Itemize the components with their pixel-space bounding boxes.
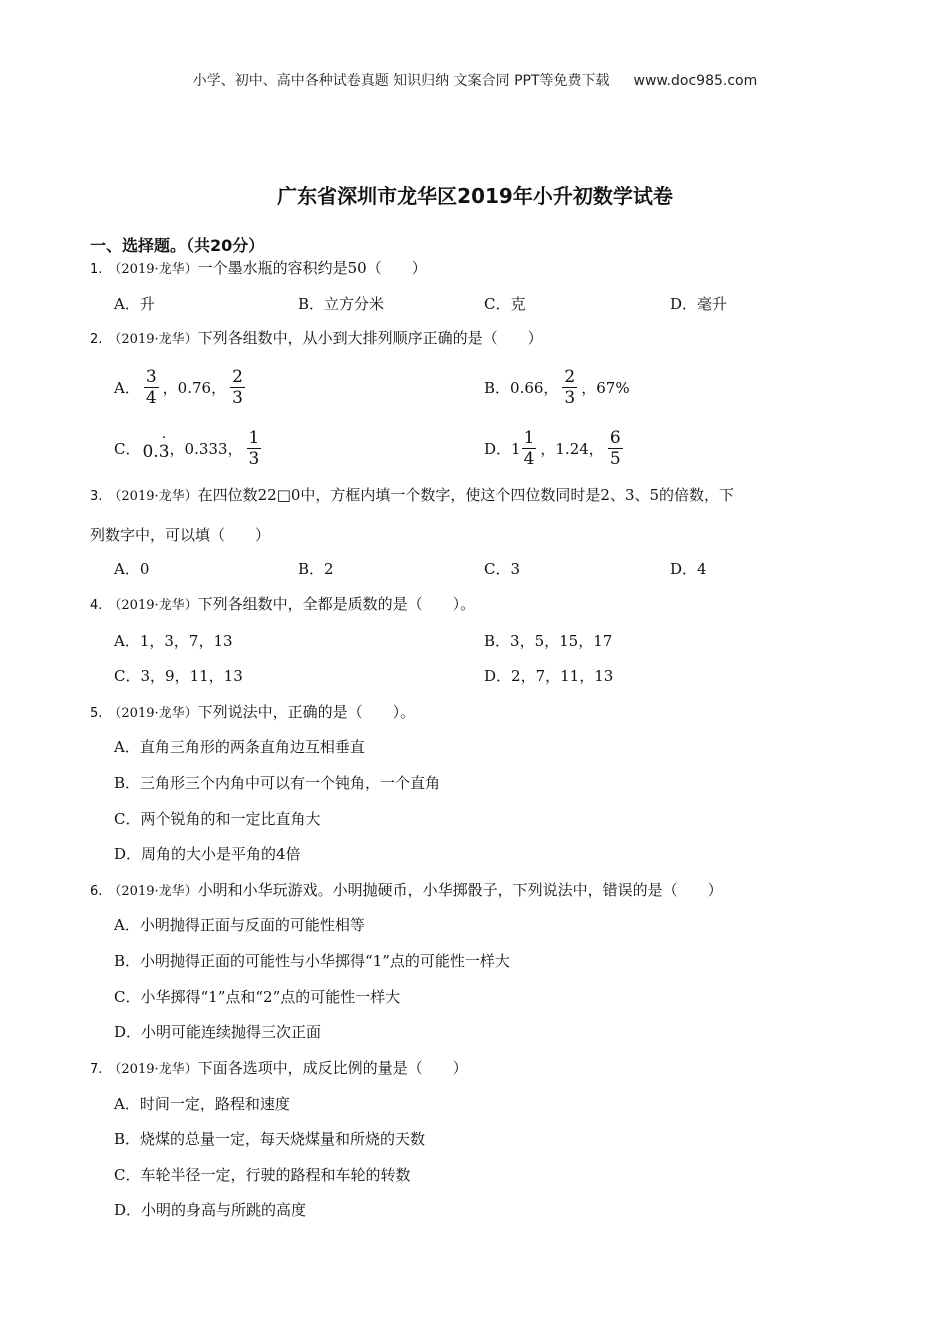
option-a: A．小明抛得正面与反面的可能性相等 (114, 916, 365, 934)
fraction (522, 428, 537, 469)
page-title: 广东省深圳市龙华区2019年小升初数学试卷 (277, 184, 673, 208)
question-source: （2019·龙华） (108, 884, 198, 899)
denominator: 5 (609, 448, 621, 469)
option-label: A． (114, 378, 140, 397)
denominator: 3 (232, 387, 243, 408)
option-c: C．克 (484, 295, 526, 313)
question-number: 2. (90, 332, 103, 347)
question-source: （2019·龙华） (108, 1062, 198, 1077)
question-number: 1. (90, 262, 103, 277)
option-c (114, 423, 265, 473)
question-source: （2019·龙华） (108, 706, 198, 721)
question-6 (90, 879, 850, 903)
question-source: （2019·龙华） (108, 332, 198, 347)
header-site: www.doc985.com (633, 73, 758, 89)
option-d: D．2，7，11，13 (484, 667, 614, 685)
denominator: 3 (564, 387, 576, 408)
option-a: A．直角三角形的两条直角边互相垂直 (114, 738, 365, 756)
option-d: D．小明可能连续抛得三次正面 (114, 1023, 322, 1041)
denominator: 3 (248, 448, 260, 469)
question-source: （2019·龙华） (108, 598, 198, 613)
option-a: A．时间一定，路程和速度 (114, 1095, 290, 1113)
option-a: A．0 (114, 560, 150, 578)
option-c: C．3 (484, 560, 521, 578)
option-c: C．两个锐角的和一定比直角大 (114, 810, 321, 828)
option-a: A．升 (114, 295, 155, 313)
option-text: ，0.76， (162, 378, 227, 397)
question-5 (90, 701, 850, 725)
option-c: C．小华掷得“1”点和“2”点的可能性一样大 (114, 988, 401, 1006)
numerator: 1 (523, 427, 535, 448)
option-d: D．周角的大小是平角的4倍 (114, 845, 301, 863)
option-b: B．三角形三个内角中可以有一个钝角，一个直角 (114, 774, 441, 792)
question-source: （2019·龙华） (108, 262, 198, 277)
denominator: 4 (523, 448, 535, 469)
question-text: 一个墨水瓶的容积约是50（ ） (197, 259, 427, 277)
option-a: A．1，3，7，13 (114, 632, 233, 650)
question-text: 下列说法中，正确的是（ ）。 (197, 703, 416, 721)
option-b (484, 362, 630, 412)
option-text: ，67% (581, 378, 630, 397)
option-c: C．车轮半径一定，行驶的路程和车轮的转数 (114, 1166, 411, 1184)
option-d: D．毫升 (670, 295, 728, 313)
fraction (608, 428, 623, 469)
option-text: ，0.333， (169, 439, 243, 458)
repeating-decimal (142, 442, 169, 462)
option-d (484, 423, 627, 473)
question-1 (90, 257, 850, 281)
option-b: B．立方分米 (298, 295, 385, 313)
question-text: 下列各组数中，全都是质数的是（ ）。 (197, 595, 476, 613)
question-number: 3. (90, 489, 103, 504)
question-3-cont: 列数字中，可以填（ ） (90, 526, 271, 544)
option-b: B．烧煤的总量一定，每天烧煤量和所烧的天数 (114, 1130, 426, 1148)
numerator: 6 (609, 427, 621, 448)
page-header (0, 70, 950, 90)
question-text: 在四位数22□0中，方框内填一个数字，使这个四位数同时是2、3、5的倍数，下 (197, 486, 735, 504)
decimal-prefix: 0. (142, 442, 159, 462)
fraction (144, 367, 159, 408)
fraction (562, 367, 577, 408)
question-3 (90, 484, 850, 508)
option-c: C．3，9，11，13 (114, 667, 243, 685)
numerator: 3 (145, 366, 157, 387)
option-label: D．1 (484, 439, 521, 458)
question-text: 下列各组数中，从小到大排列顺序正确的是（ ） (197, 329, 543, 347)
option-b: B．2 (298, 560, 334, 578)
option-b: B．小明抛得正面的可能性与小华掷得“1”点的可能性一样大 (114, 952, 510, 970)
question-text: 小明和小华玩游戏。小明抛硬币，小华掷骰子，下列说法中，错误的是（ ） (197, 881, 723, 899)
question-number: 7. (90, 1062, 103, 1077)
option-text: ，1.24， (540, 439, 604, 458)
question-7 (90, 1057, 850, 1081)
numerator: 1 (248, 427, 260, 448)
repeating-digit: · 3 (159, 442, 170, 462)
section-heading: 一、选择题。（共20分） (90, 236, 265, 255)
fraction (230, 367, 245, 408)
numerator: 2 (564, 366, 576, 387)
header-text: 小学、初中、高中各种试卷真题 知识归纳 文案合同 PPT等免费下载 (192, 73, 610, 89)
option-d: D．4 (670, 560, 707, 578)
option-d: D．小明的身高与所跳的高度 (114, 1201, 307, 1219)
question-number: 4. (90, 598, 103, 613)
question-number: 6. (90, 884, 103, 899)
option-a (114, 362, 249, 412)
question-source: （2019·龙华） (108, 489, 198, 504)
numerator: 2 (232, 366, 243, 387)
question-4 (90, 593, 850, 617)
fraction (247, 428, 262, 469)
question-2 (90, 327, 850, 351)
option-label: C． (114, 439, 141, 458)
option-b: B．3，5，15，17 (484, 632, 613, 650)
denominator: 4 (145, 387, 157, 408)
question-text: 下面各选项中，成反比例的量是（ ） (197, 1059, 468, 1077)
option-label: B．0.66， (484, 378, 559, 397)
question-number: 5. (90, 706, 103, 721)
